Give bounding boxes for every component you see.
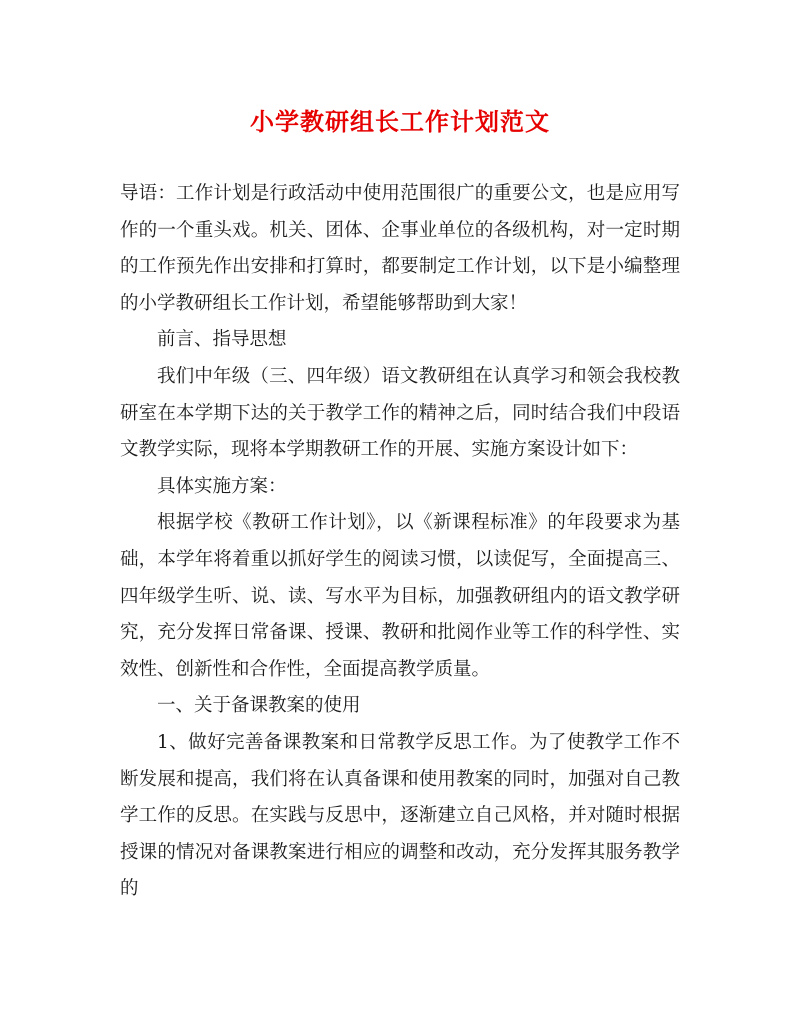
body-paragraph: 1、做好完善备课教案和日常教学反思工作。为了使教学工作不断发展和提高，我们将在认真备课和使用教案的同时，加强对自己教学工作的反思。在实践与反思中，逐渐建立自己风格，并对随时根据授课的情况对备课教案进行相应的调整和改动，充分发挥其服务教学的 [120,731,680,900]
section-heading-guiding-ideology: 前言、指导思想 [157,329,287,351]
body-paragraph: 我们中年级（三、四年级）语文教研组在认真学习和领会我校教研室在本学期下达的关于教学工作的精神之后，同时结合我们中段语文教学实际，现将本学期教研工作的开展、实施方案设计如下： [120,365,680,461]
document-body [120,176,680,908]
body-paragraph: 根据学校《教研工作计划》，以《新课程标准》的年段要求为基础，本学年将着重以抓好学生的阅读习惯，以读促写，全面提高三、四年级学生听、说、读、写水平为目标，加强教研组内的语文教学研究，充分发挥日常备课、授课、教研和批阅作业等工作的科学性、实效性、创新性和合作性，全面提高教学质量。 [120,512,680,680]
document-title: 小学教研组长工作计划范文 [250,107,550,136]
section-heading-lesson-plans: 一、关于备课教案的使用 [157,695,361,717]
intro-paragraph: 导语：工作计划是行政活动中使用范围很广的重要公文，也是应用写作的一个重头戏。机关、团体、企事业单位的各级机构，对一定时期的工作预先作出安排和打算时，都要制定工作计划，以下是小编整理的小学教研组长工作计划，希望能够帮助到大家！ [120,183,680,314]
section-heading-implementation-plan: 具体实施方案： [157,475,287,497]
